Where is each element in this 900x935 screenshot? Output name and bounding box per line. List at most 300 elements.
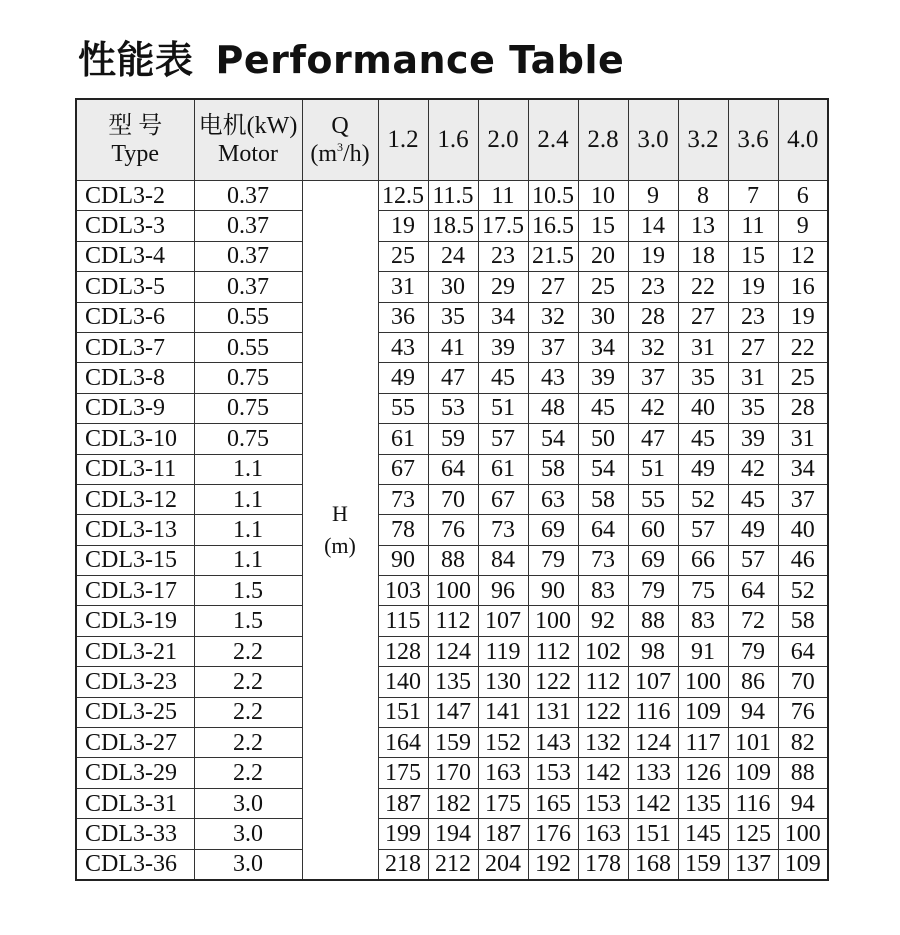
table-row xyxy=(76,697,828,727)
head-value-cell: 141 xyxy=(478,697,528,727)
table-row xyxy=(76,758,828,788)
motor-cell: 0.75 xyxy=(194,424,302,454)
head-value-cell: 27 xyxy=(528,272,578,302)
motor-cell: 1.5 xyxy=(194,606,302,636)
performance-table xyxy=(75,98,829,881)
head-value-cell: 128 xyxy=(378,636,428,666)
title-english: Performance Table xyxy=(215,38,625,82)
head-value-cell: 16.5 xyxy=(528,211,578,241)
head-value-cell: 100 xyxy=(678,667,728,697)
head-value-cell: 91 xyxy=(678,636,728,666)
head-value-cell: 64 xyxy=(578,515,628,545)
head-value-cell: 79 xyxy=(628,576,678,606)
type-cell: CDL3-13 xyxy=(76,515,194,545)
head-value-cell: 53 xyxy=(428,393,478,423)
head-value-cell: 30 xyxy=(428,272,478,302)
motor-cell: 2.2 xyxy=(194,667,302,697)
head-value-cell: 12 xyxy=(778,241,828,271)
head-value-cell: 22 xyxy=(778,332,828,362)
head-value-cell: 212 xyxy=(428,849,478,880)
head-value-cell: 64 xyxy=(728,576,778,606)
table-row xyxy=(76,576,828,606)
head-value-cell: 79 xyxy=(528,545,578,575)
head-value-cell: 27 xyxy=(678,302,728,332)
motor-cell: 1.1 xyxy=(194,484,302,514)
head-value-cell: 11 xyxy=(478,181,528,211)
head-value-cell: 140 xyxy=(378,667,428,697)
head-value-cell: 90 xyxy=(528,576,578,606)
head-value-cell: 54 xyxy=(528,424,578,454)
flow-header: 1.6 xyxy=(428,99,478,181)
table-row xyxy=(76,332,828,362)
motor-cell: 0.75 xyxy=(194,363,302,393)
table-row xyxy=(76,636,828,666)
head-value-cell: 102 xyxy=(578,636,628,666)
head-value-cell: 194 xyxy=(428,819,478,849)
head-value-cell: 67 xyxy=(378,454,428,484)
type-cell: CDL3-36 xyxy=(76,849,194,880)
h-label: H xyxy=(332,500,348,526)
head-value-cell: 152 xyxy=(478,728,528,758)
head-value-cell: 112 xyxy=(528,636,578,666)
type-cell: CDL3-2 xyxy=(76,181,194,211)
type-cell: CDL3-5 xyxy=(76,272,194,302)
head-value-cell: 145 xyxy=(678,819,728,849)
head-value-cell: 18.5 xyxy=(428,211,478,241)
head-value-cell: 10.5 xyxy=(528,181,578,211)
head-value-cell: 15 xyxy=(578,211,628,241)
head-value-cell: 34 xyxy=(778,454,828,484)
type-cell: CDL3-6 xyxy=(76,302,194,332)
head-value-cell: 61 xyxy=(478,454,528,484)
q-unit-post: /h) xyxy=(343,141,370,167)
head-value-cell: 9 xyxy=(778,211,828,241)
type-cell: CDL3-15 xyxy=(76,545,194,575)
table-row xyxy=(76,515,828,545)
motor-cell: 3.0 xyxy=(194,849,302,880)
head-value-cell: 163 xyxy=(478,758,528,788)
head-value-cell: 23 xyxy=(628,272,678,302)
head-value-cell: 49 xyxy=(678,454,728,484)
head-value-cell: 31 xyxy=(378,272,428,302)
head-value-cell: 73 xyxy=(578,545,628,575)
head-value-cell: 131 xyxy=(528,697,578,727)
type-cell: CDL3-29 xyxy=(76,758,194,788)
type-cell: CDL3-17 xyxy=(76,576,194,606)
table-row xyxy=(76,393,828,423)
head-value-cell: 153 xyxy=(578,788,628,818)
head-value-cell: 7 xyxy=(728,181,778,211)
type-cell: CDL3-25 xyxy=(76,697,194,727)
head-value-cell: 30 xyxy=(578,302,628,332)
head-value-cell: 61 xyxy=(378,424,428,454)
flow-header: 1.2 xyxy=(378,99,428,181)
head-value-cell: 58 xyxy=(528,454,578,484)
head-value-cell: 101 xyxy=(728,728,778,758)
head-value-cell: 45 xyxy=(478,363,528,393)
table-row xyxy=(76,211,828,241)
head-value-cell: 83 xyxy=(678,606,728,636)
head-value-cell: 9 xyxy=(628,181,678,211)
page-title xyxy=(78,36,624,84)
head-value-cell: 142 xyxy=(628,788,678,818)
table-row xyxy=(76,302,828,332)
head-value-cell: 164 xyxy=(378,728,428,758)
head-value-cell: 119 xyxy=(478,636,528,666)
type-cell: CDL3-7 xyxy=(76,332,194,362)
head-value-cell: 187 xyxy=(378,788,428,818)
head-value-cell: 94 xyxy=(778,788,828,818)
motor-header-cn: 电机(kW) xyxy=(198,113,298,139)
head-value-cell: 52 xyxy=(678,484,728,514)
q-unit-pre: (m xyxy=(310,141,337,167)
table-row xyxy=(76,484,828,514)
head-value-cell: 75 xyxy=(678,576,728,606)
head-value-cell: 25 xyxy=(578,272,628,302)
head-value-cell: 112 xyxy=(578,667,628,697)
head-value-cell: 25 xyxy=(378,241,428,271)
head-value-cell: 58 xyxy=(578,484,628,514)
type-cell: CDL3-19 xyxy=(76,606,194,636)
table-row xyxy=(76,272,828,302)
head-axis-label xyxy=(302,181,378,880)
head-value-cell: 82 xyxy=(778,728,828,758)
head-value-cell: 73 xyxy=(478,515,528,545)
head-value-cell: 52 xyxy=(778,576,828,606)
type-cell: CDL3-3 xyxy=(76,211,194,241)
motor-cell: 0.37 xyxy=(194,272,302,302)
table-body xyxy=(76,181,828,880)
head-value-cell: 21.5 xyxy=(528,241,578,271)
head-value-cell: 125 xyxy=(728,819,778,849)
head-value-cell: 49 xyxy=(728,515,778,545)
head-value-cell: 42 xyxy=(728,454,778,484)
header-row xyxy=(76,99,828,181)
head-value-cell: 135 xyxy=(428,667,478,697)
head-value-cell: 72 xyxy=(728,606,778,636)
head-value-cell: 88 xyxy=(778,758,828,788)
table-row xyxy=(76,606,828,636)
head-value-cell: 51 xyxy=(478,393,528,423)
head-value-cell: 20 xyxy=(578,241,628,271)
head-value-cell: 133 xyxy=(628,758,678,788)
head-value-cell: 57 xyxy=(728,545,778,575)
type-cell: CDL3-33 xyxy=(76,819,194,849)
head-value-cell: 70 xyxy=(778,667,828,697)
head-value-cell: 36 xyxy=(378,302,428,332)
head-value-cell: 46 xyxy=(778,545,828,575)
head-value-cell: 13 xyxy=(678,211,728,241)
head-value-cell: 109 xyxy=(728,758,778,788)
head-value-cell: 64 xyxy=(778,636,828,666)
head-value-cell: 175 xyxy=(478,788,528,818)
type-header-en: Type xyxy=(111,141,160,167)
motor-cell: 1.1 xyxy=(194,545,302,575)
head-value-cell: 100 xyxy=(778,819,828,849)
head-value-cell: 28 xyxy=(628,302,678,332)
table-row xyxy=(76,241,828,271)
head-value-cell: 100 xyxy=(528,606,578,636)
head-value-cell: 124 xyxy=(628,728,678,758)
head-value-cell: 24 xyxy=(428,241,478,271)
head-value-cell: 47 xyxy=(428,363,478,393)
head-value-cell: 159 xyxy=(428,728,478,758)
head-value-cell: 88 xyxy=(428,545,478,575)
motor-cell: 1.1 xyxy=(194,515,302,545)
motor-cell: 0.75 xyxy=(194,393,302,423)
head-value-cell: 86 xyxy=(728,667,778,697)
h-unit: (m) xyxy=(324,532,356,558)
head-value-cell: 137 xyxy=(728,849,778,880)
head-value-cell: 17.5 xyxy=(478,211,528,241)
head-value-cell: 109 xyxy=(678,697,728,727)
head-value-cell: 182 xyxy=(428,788,478,818)
table-row xyxy=(76,849,828,880)
type-cell: CDL3-21 xyxy=(76,636,194,666)
type-cell: CDL3-11 xyxy=(76,454,194,484)
head-value-cell: 90 xyxy=(378,545,428,575)
type-header-cn: 型 号 xyxy=(108,113,163,139)
head-value-cell: 126 xyxy=(678,758,728,788)
head-value-cell: 54 xyxy=(578,454,628,484)
motor-cell: 1.1 xyxy=(194,454,302,484)
head-value-cell: 143 xyxy=(528,728,578,758)
head-value-cell: 43 xyxy=(378,332,428,362)
head-value-cell: 19 xyxy=(728,272,778,302)
head-value-cell: 151 xyxy=(628,819,678,849)
head-value-cell: 32 xyxy=(528,302,578,332)
head-value-cell: 64 xyxy=(428,454,478,484)
head-value-cell: 37 xyxy=(628,363,678,393)
head-value-cell: 88 xyxy=(628,606,678,636)
motor-header xyxy=(194,99,302,181)
type-cell: CDL3-31 xyxy=(76,788,194,818)
head-value-cell: 76 xyxy=(778,697,828,727)
type-cell: CDL3-12 xyxy=(76,484,194,514)
head-value-cell: 35 xyxy=(678,363,728,393)
motor-cell: 3.0 xyxy=(194,788,302,818)
head-value-cell: 69 xyxy=(528,515,578,545)
flow-header: 2.0 xyxy=(478,99,528,181)
head-value-cell: 116 xyxy=(728,788,778,818)
head-value-cell: 115 xyxy=(378,606,428,636)
head-value-cell: 66 xyxy=(678,545,728,575)
head-value-cell: 192 xyxy=(528,849,578,880)
head-value-cell: 176 xyxy=(528,819,578,849)
head-value-cell: 60 xyxy=(628,515,678,545)
head-value-cell: 107 xyxy=(478,606,528,636)
flow-header: 3.0 xyxy=(628,99,678,181)
motor-cell: 0.37 xyxy=(194,241,302,271)
head-value-cell: 45 xyxy=(578,393,628,423)
head-value-cell: 124 xyxy=(428,636,478,666)
table-row xyxy=(76,728,828,758)
table-row xyxy=(76,545,828,575)
motor-cell: 3.0 xyxy=(194,819,302,849)
head-value-cell: 63 xyxy=(528,484,578,514)
head-value-cell: 92 xyxy=(578,606,628,636)
head-value-cell: 59 xyxy=(428,424,478,454)
head-value-cell: 10 xyxy=(578,181,628,211)
head-value-cell: 23 xyxy=(728,302,778,332)
head-value-cell: 83 xyxy=(578,576,628,606)
head-value-cell: 37 xyxy=(528,332,578,362)
head-value-cell: 42 xyxy=(628,393,678,423)
type-header xyxy=(76,99,194,181)
type-cell: CDL3-27 xyxy=(76,728,194,758)
type-cell: CDL3-23 xyxy=(76,667,194,697)
head-value-cell: 19 xyxy=(778,302,828,332)
head-value-cell: 40 xyxy=(678,393,728,423)
motor-cell: 2.2 xyxy=(194,697,302,727)
q-unit xyxy=(303,140,378,168)
head-value-cell: 94 xyxy=(728,697,778,727)
head-value-cell: 39 xyxy=(478,332,528,362)
head-value-cell: 48 xyxy=(528,393,578,423)
motor-cell: 2.2 xyxy=(194,728,302,758)
head-value-cell: 218 xyxy=(378,849,428,880)
head-value-cell: 170 xyxy=(428,758,478,788)
head-value-cell: 103 xyxy=(378,576,428,606)
head-value-cell: 70 xyxy=(428,484,478,514)
head-value-cell: 112 xyxy=(428,606,478,636)
head-value-cell: 168 xyxy=(628,849,678,880)
head-value-cell: 117 xyxy=(678,728,728,758)
flow-header: 2.4 xyxy=(528,99,578,181)
head-value-cell: 55 xyxy=(378,393,428,423)
head-value-cell: 47 xyxy=(628,424,678,454)
head-value-cell: 98 xyxy=(628,636,678,666)
flow-header: 2.8 xyxy=(578,99,628,181)
head-value-cell: 39 xyxy=(578,363,628,393)
head-value-cell: 178 xyxy=(578,849,628,880)
head-value-cell: 165 xyxy=(528,788,578,818)
table-row xyxy=(76,181,828,211)
head-value-cell: 58 xyxy=(778,606,828,636)
type-cell: CDL3-9 xyxy=(76,393,194,423)
head-value-cell: 11 xyxy=(728,211,778,241)
head-value-cell: 25 xyxy=(778,363,828,393)
head-value-cell: 18 xyxy=(678,241,728,271)
motor-cell: 2.2 xyxy=(194,636,302,666)
head-value-cell: 6 xyxy=(778,181,828,211)
head-value-cell: 159 xyxy=(678,849,728,880)
head-value-cell: 69 xyxy=(628,545,678,575)
head-value-cell: 55 xyxy=(628,484,678,514)
head-value-cell: 163 xyxy=(578,819,628,849)
head-value-cell: 16 xyxy=(778,272,828,302)
head-value-cell: 109 xyxy=(778,849,828,880)
head-value-cell: 84 xyxy=(478,545,528,575)
head-value-cell: 31 xyxy=(778,424,828,454)
head-value-cell: 142 xyxy=(578,758,628,788)
head-value-cell: 8 xyxy=(678,181,728,211)
motor-cell: 0.55 xyxy=(194,332,302,362)
head-value-cell: 122 xyxy=(528,667,578,697)
head-value-cell: 57 xyxy=(478,424,528,454)
head-value-cell: 31 xyxy=(678,332,728,362)
head-value-cell: 45 xyxy=(728,484,778,514)
motor-cell: 1.5 xyxy=(194,576,302,606)
head-value-cell: 50 xyxy=(578,424,628,454)
q-label: Q xyxy=(331,113,349,139)
head-value-cell: 147 xyxy=(428,697,478,727)
head-value-cell: 31 xyxy=(728,363,778,393)
head-value-cell: 15 xyxy=(728,241,778,271)
head-value-cell: 51 xyxy=(628,454,678,484)
head-value-cell: 39 xyxy=(728,424,778,454)
head-value-cell: 100 xyxy=(428,576,478,606)
head-value-cell: 45 xyxy=(678,424,728,454)
head-value-cell: 130 xyxy=(478,667,528,697)
flow-header: 3.2 xyxy=(678,99,728,181)
motor-cell: 2.2 xyxy=(194,758,302,788)
head-value-cell: 151 xyxy=(378,697,428,727)
head-value-cell: 49 xyxy=(378,363,428,393)
table-row xyxy=(76,424,828,454)
title-chinese: 性能表 xyxy=(78,38,194,82)
type-cell: CDL3-8 xyxy=(76,363,194,393)
type-cell: CDL3-4 xyxy=(76,241,194,271)
head-value-cell: 57 xyxy=(678,515,728,545)
head-value-cell: 12.5 xyxy=(378,181,428,211)
head-value-cell: 132 xyxy=(578,728,628,758)
head-value-cell: 35 xyxy=(728,393,778,423)
head-value-cell: 116 xyxy=(628,697,678,727)
head-value-cell: 32 xyxy=(628,332,678,362)
head-value-cell: 37 xyxy=(778,484,828,514)
head-value-cell: 19 xyxy=(378,211,428,241)
head-value-cell: 175 xyxy=(378,758,428,788)
head-value-cell: 96 xyxy=(478,576,528,606)
motor-cell: 0.37 xyxy=(194,211,302,241)
head-value-cell: 14 xyxy=(628,211,678,241)
head-value-cell: 135 xyxy=(678,788,728,818)
motor-header-en: Motor xyxy=(218,141,278,167)
head-value-cell: 41 xyxy=(428,332,478,362)
head-value-cell: 199 xyxy=(378,819,428,849)
head-value-cell: 67 xyxy=(478,484,528,514)
head-value-cell: 29 xyxy=(478,272,528,302)
table-row xyxy=(76,667,828,697)
head-value-cell: 43 xyxy=(528,363,578,393)
head-value-cell: 27 xyxy=(728,332,778,362)
head-value-cell: 79 xyxy=(728,636,778,666)
motor-cell: 0.37 xyxy=(194,181,302,211)
head-value-cell: 28 xyxy=(778,393,828,423)
head-value-cell: 40 xyxy=(778,515,828,545)
head-value-cell: 122 xyxy=(578,697,628,727)
table-row xyxy=(76,454,828,484)
motor-cell: 0.55 xyxy=(194,302,302,332)
head-value-cell: 34 xyxy=(578,332,628,362)
head-value-cell: 76 xyxy=(428,515,478,545)
table-row xyxy=(76,363,828,393)
head-value-cell: 204 xyxy=(478,849,528,880)
head-value-cell: 153 xyxy=(528,758,578,788)
head-value-cell: 35 xyxy=(428,302,478,332)
head-value-cell: 19 xyxy=(628,241,678,271)
q-header xyxy=(302,99,378,181)
type-cell: CDL3-10 xyxy=(76,424,194,454)
head-value-cell: 34 xyxy=(478,302,528,332)
head-value-cell: 22 xyxy=(678,272,728,302)
head-value-cell: 23 xyxy=(478,241,528,271)
table-row xyxy=(76,788,828,818)
table-row xyxy=(76,819,828,849)
head-value-cell: 11.5 xyxy=(428,181,478,211)
head-value-cell: 187 xyxy=(478,819,528,849)
